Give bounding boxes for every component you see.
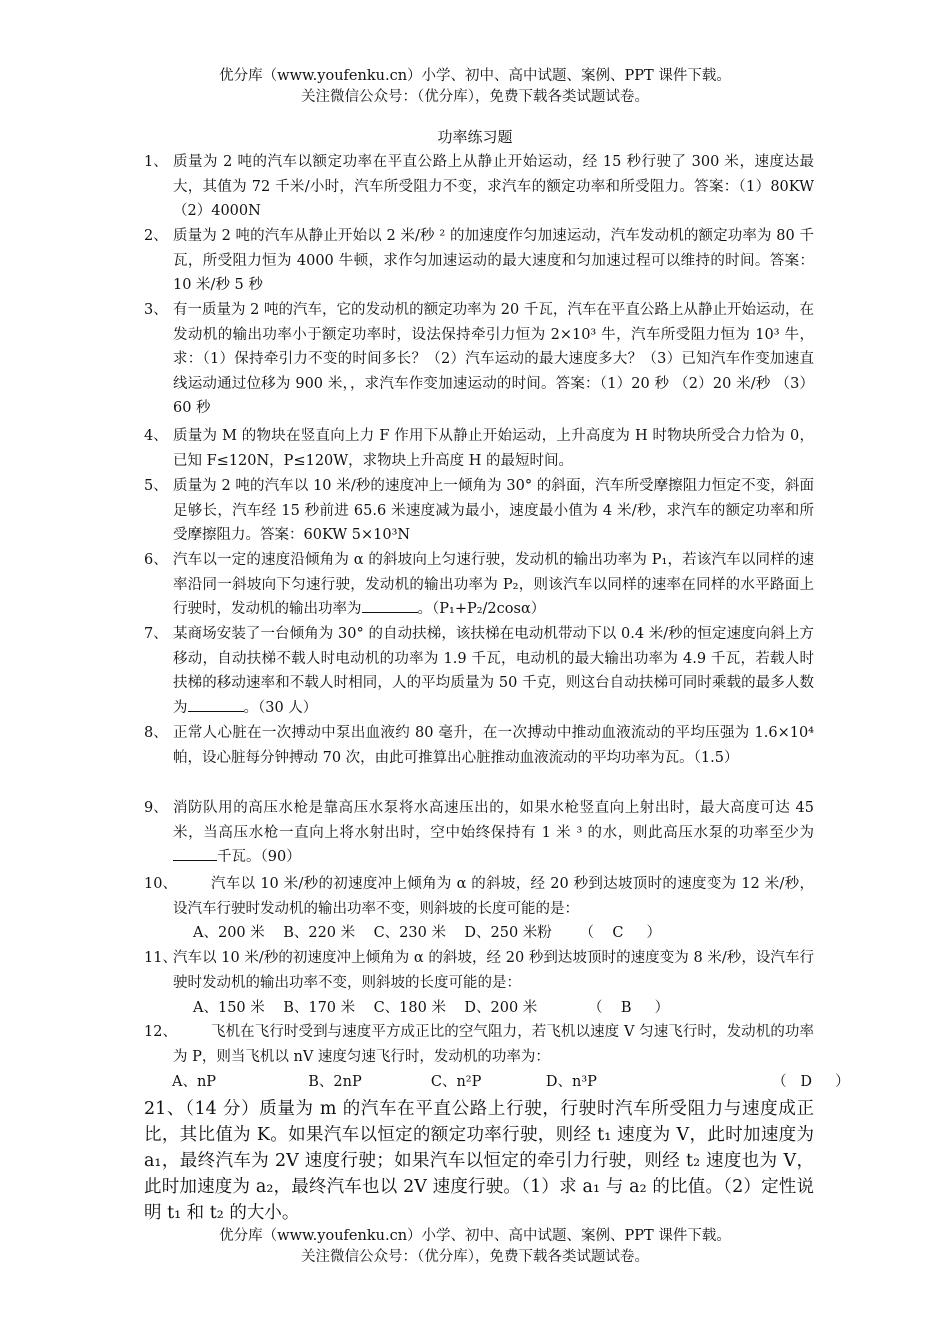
question-7 (144, 622, 814, 720)
footer-line-1: 优分库（www.youfenku.cn）小学、初中、高中试题、案例、PPT 课件下载。 (219, 1228, 731, 1244)
question-number: 7、 (144, 626, 168, 642)
question-text: 某商场安装了一台倾角为 30° 的自动扶梯，该扶梯在电动机带动下以 0.4 米/秒的恒定速度向斜上方移动，自动扶梯不载人时电动机的功率为 1.9 千瓦，电动机的最大输出功率为 4.9 千瓦，若载人时扶梯的移动速率和不载人时相同，人的平均质量为 50 千克，则这台自动扶梯可同时乘载的最多人数为 (173, 626, 814, 716)
question-number: 4、 (144, 428, 168, 444)
question-3 (144, 298, 814, 421)
answer-blank[interactable] (362, 597, 418, 613)
answer-blank[interactable] (173, 845, 217, 861)
question-number: 8、 (144, 725, 168, 741)
question-text: 汽车以 10 米/秒的初速度冲上倾角为 α 的斜坡，经 20 秒到达坡顶时的速度变为 8 米/秒，设汽车行驶时发动机的输出功率不变，则斜坡的长度可能的是： (173, 950, 814, 991)
question-text: 质量为 2 吨的汽车以额定功率在平直公路上从静止开始运动，经 15 秒行驶了 300 米，速度达最大，其值为 72 千米/小时，汽车所受阻力不变，求汽车的额定功率和所受阻力。答案：（1）80KW （2）4000N (173, 154, 814, 219)
question-2 (144, 224, 814, 298)
question-text: 质量为 M 的物块在竖直向上力 F 作用下从静止开始运动，上升高度为 H 时物块所受合力恰为 0，已知 F≤120N，P≤120W，求物块上升高度 H 的最短时间。 (173, 428, 814, 469)
question-number: 2、 (144, 228, 168, 244)
question-number: 6、 (144, 552, 168, 568)
question-number: 9、 (144, 800, 168, 816)
question-12 (144, 1020, 814, 1069)
question-21: 21、（14 分）质量为 m 的汽车在平直公路上行驶，行驶时汽车所受阻力与速度成正比，其比值为 K。如果汽车以恒定的额定功率行驶，则经 t₁ 速度为 V，此时加速度为 a₁，最终汽车为 2V 速度行驶；如果汽车以恒定的牵引力行驶，则经 t₂ 速度也为 V，此时加速度为 a₂，最终汽车也以 2V 速度行驶。（1）求 a₁ 与 a₂ 的比值。（2）定性说明 t₁ 和 t₂ 的大小。 (144, 1099, 814, 1223)
question-number: 3、 (144, 302, 168, 318)
question-5 (144, 474, 814, 548)
question-text: 正常人心脏在一次搏动中泵出血液约 80 毫升，在一次搏动中推动血液流动的平均压强为 1.6×10⁴ 帕，设心脏每分钟搏动 70 次，由此可推算出心脏推动血液流动的平均功率为瓦。（1.5） (173, 725, 814, 766)
question-12-choices: A、nP B、2nP C、n²P D、n³P （ D ） (172, 1074, 850, 1090)
question-10-choices: A、200 米 B、220 米 C、230 米 D、250 米粉 （ C ） (193, 925, 662, 941)
question-text: 汽车以一定的速度沿倾角为 α 的斜坡向上匀速行驶，发动机的输出功率为 P₁，若该汽车以同样的速率沿同一斜坡向下匀速行驶，发动机的输出功率为 P₂，则该汽车以同样的速率在同样的水平路面上行驶时，发动机的输出功率为 (173, 552, 814, 617)
question-answer: 千瓦。（90） (217, 849, 301, 865)
question-8 (144, 721, 814, 770)
header-line-2: 关注微信公众号：（优分库），免费下载各类试题试卷。 (301, 89, 649, 105)
footer-line-2: 关注微信公众号：（优分库），免费下载各类试题试卷。 (301, 1249, 649, 1265)
question-number: 1、 (144, 154, 168, 170)
question-text: 有一质量为 2 吨的汽车，它的发动机的额定功率为 20 千瓦，汽车在平直公路上从静止开始运动，在发动机的输出功率小于额定功率时，设法保持牵引力恒为 2×10³ 牛，汽车所受阻力恒为 10³ 牛，求：（1）保持牵引力不变的时间多长？（2）汽车运动的最大速度多大？（3）已知汽车作变加速直线运动通过位移为 900 米，，求汽车作变加速运动的时间。答案：（1）20 秒 （2）20 米/秒 （3）60 秒 (173, 302, 814, 416)
question-4 (144, 424, 814, 473)
question-text: 质量为 2 吨的汽车以 10 米/秒的速度冲上一倾角为 30° 的斜面，汽车所受摩擦阻力恒定不变，斜面足够长，汽车经 15 秒前进 65.6 米速度减为最小，速度最小值为 4 米/秒，求汽车的额定功率和所受摩擦阻力。答案：60KW 5×10³N (173, 478, 814, 543)
question-9 (144, 796, 814, 870)
question-6 (144, 548, 814, 622)
question-text: 消防队用的高压水枪是靠高压水泵将水高速压出的，如果水枪竖直向上射出时，最大高度可达 45 米，当高压水枪一直向上将水射出时，空中始终保持有 1 米 ³ 的水，则此高压水泵的功率至少为 (173, 800, 814, 841)
question-text: 质量为 2 吨的汽车从静止开始以 2 米/秒 ² 的加速度作匀加速运动，汽车发动机的额定功率为 80 千瓦，所受阻力恒为 4000 牛顿，求作匀加速运动的最大速度和匀加速过程可以维持的时间。答案：10 米/秒 5 秒 (173, 228, 814, 293)
answer-blank[interactable] (188, 696, 244, 712)
question-answer: 。（30 人） (243, 699, 318, 716)
question-number: 12、 (144, 1024, 177, 1040)
question-number: 5、 (144, 478, 168, 494)
page-title: 功率练习题 (437, 128, 513, 146)
question-10 (144, 872, 814, 921)
question-11 (144, 946, 814, 995)
question-number: 10、 (144, 876, 177, 892)
question-number: 11、 (144, 950, 177, 966)
header-line-1: 优分库（www.youfenku.cn）小学、初中、高中试题、案例、PPT 课件下载。 (219, 68, 731, 84)
question-11-choices: A、150 米 B、170 米 C、180 米 D、200 米 （ B ） (193, 1000, 670, 1016)
question-text: 飞机在飞行时受到与速度平方成正比的空气阻力，若飞机以速度 V 匀速飞行时，发动机的功率为 P，则当飞机以 nV 速度匀速飞行时，发动机的功率为： (173, 1024, 814, 1065)
question-answer: 。（P₁+P₂/2cosα） (417, 601, 546, 617)
question-text: 汽车以 10 米/秒的初速度冲上倾角为 α 的斜坡，经 20 秒到达坡顶时的速度变为 12 米/秒，设汽车行驶时发动机的输出功率不变，则斜坡的长度可能的是： (173, 876, 814, 917)
question-1 (144, 150, 814, 224)
